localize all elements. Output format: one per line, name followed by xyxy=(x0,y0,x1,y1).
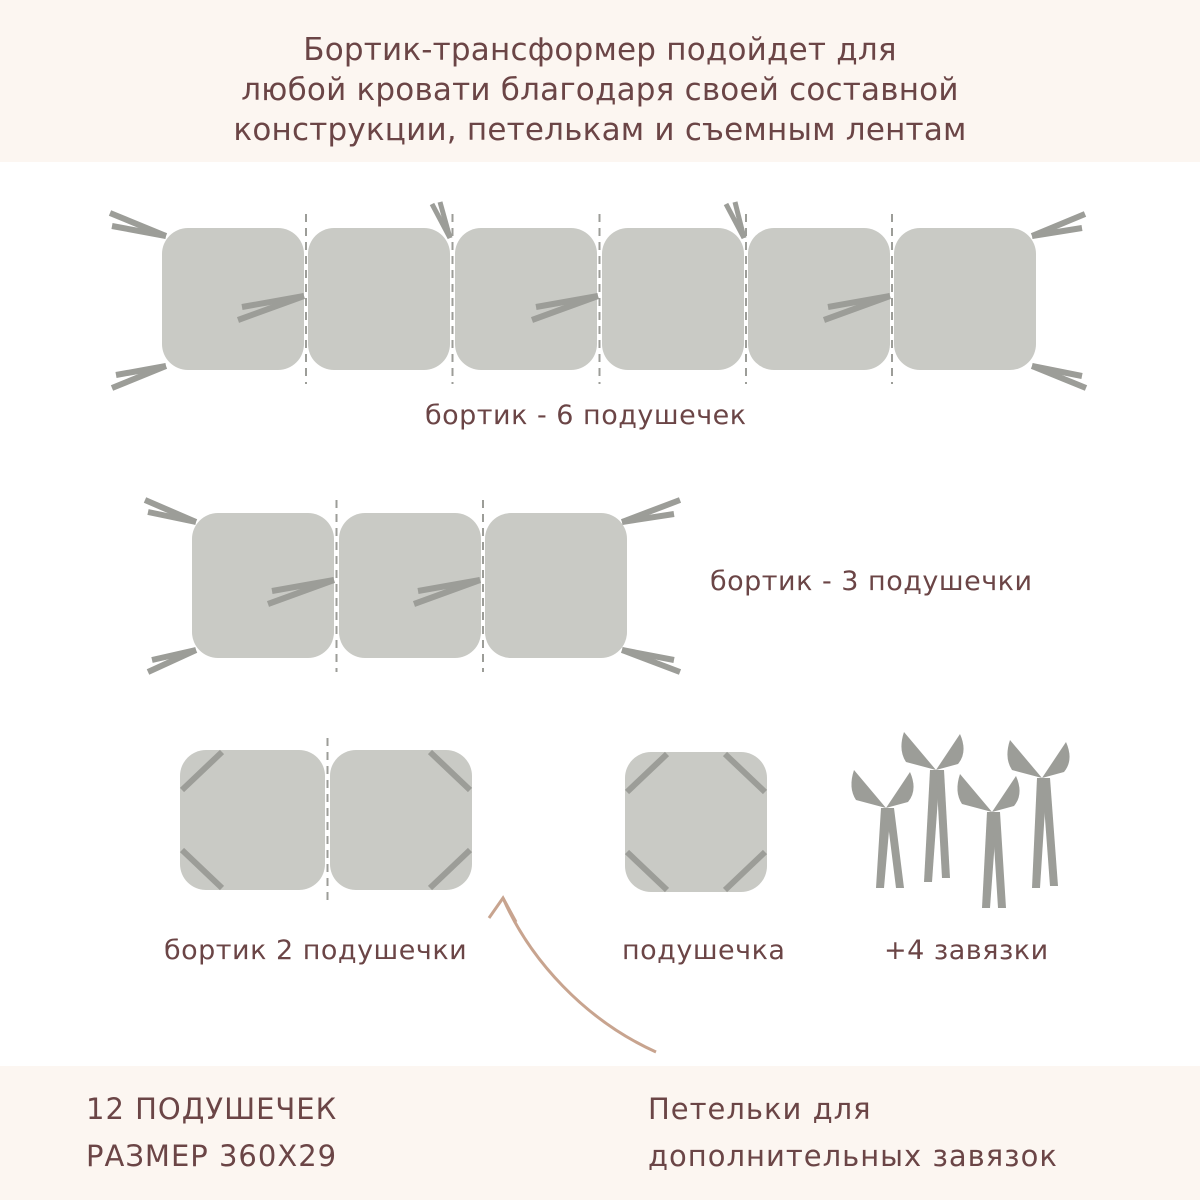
bow-icon xyxy=(1007,740,1069,888)
label-three-pillows: бортик - 3 подушечки xyxy=(710,566,1033,597)
single-pillow xyxy=(625,752,767,892)
ties-right-six xyxy=(1032,214,1086,388)
footer-count: 12 ПОДУШЕЧЕК xyxy=(86,1092,338,1126)
headline-line-1: Бортик-трансформер подойдет для xyxy=(303,32,897,68)
three-pillow-bumper xyxy=(145,500,680,672)
six-pillow-bumper xyxy=(110,202,1086,388)
pillow xyxy=(894,228,1036,370)
ties-left-six xyxy=(110,213,166,388)
two-pillow-bumper xyxy=(180,738,472,902)
label-two-pillows: бортик 2 подушечки xyxy=(164,935,468,966)
pillow xyxy=(308,228,450,370)
label-six-pillows: бортик - 6 подушечек xyxy=(425,400,747,431)
footer-loops-line-2: дополнительных завязок xyxy=(648,1139,1058,1173)
bow-icon xyxy=(901,732,963,882)
curved-arrow-icon xyxy=(489,898,656,1052)
bow-icon xyxy=(851,770,913,888)
label-single-pillow: подушечка xyxy=(622,935,786,966)
footer-loops-line-1: Петельки для xyxy=(648,1092,872,1126)
headline-line-2: любой кровати благодаря своей составной xyxy=(241,72,959,108)
pillow xyxy=(485,513,627,658)
bow-ties-icon xyxy=(851,732,1069,908)
pillow xyxy=(602,228,744,370)
bow-icon xyxy=(957,774,1019,908)
headline-line-3: конструкции, петелькам и съемным лентам xyxy=(233,112,967,148)
label-ties: +4 завязки xyxy=(884,935,1049,966)
footer-size: РАЗМЕР 360X29 xyxy=(86,1139,338,1173)
